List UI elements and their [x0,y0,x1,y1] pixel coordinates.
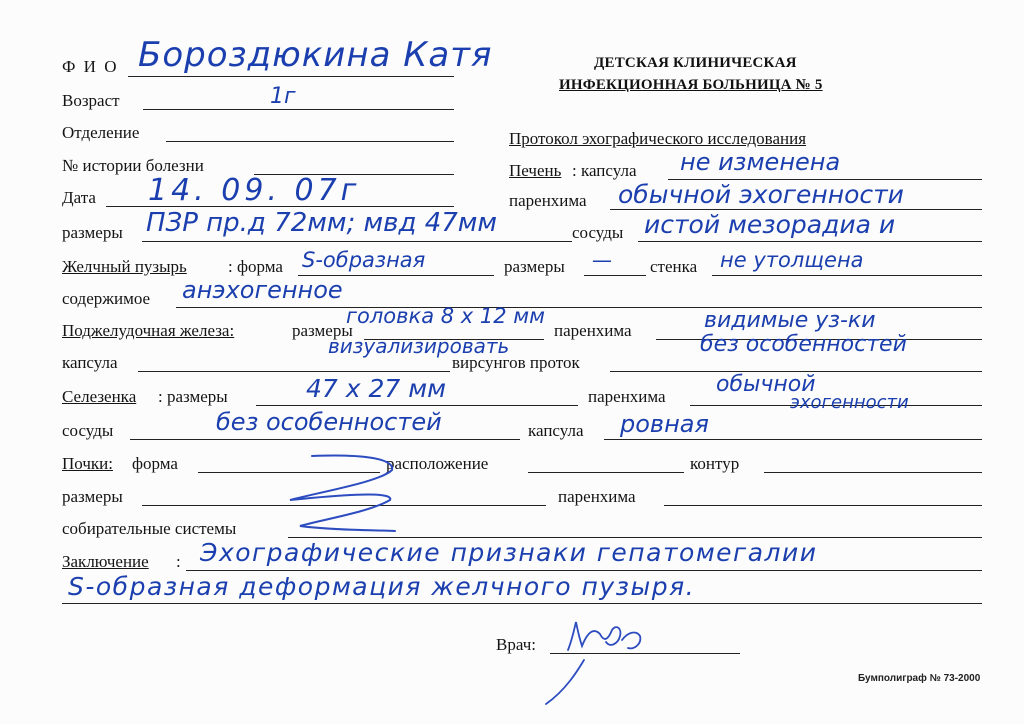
doctor-label: Врач: [496,635,536,654]
spleen-vessels-label: сосуды [62,421,114,440]
spleen-parenchyma-label: паренхима [588,387,666,406]
conclusion-text-2: S-образная деформация желчного пузыря. [68,572,696,601]
gall-wall-label: стенка [650,257,698,276]
pancreas-parenchyma-label: паренхима [554,321,632,340]
fio-value: Бороздюкина Катя [138,35,493,75]
spleen-vessels-value: без особенностей [216,408,442,436]
protocol-title: Протокол эхографического исследования [509,129,807,148]
location-label: расположение [386,454,489,473]
conclusion-colon: : [176,552,181,571]
pancreas-sizes-value: головка 8 х 12 мм [346,304,545,328]
liver-vessels-label: сосуды [572,223,624,242]
conclusion-text-1: Эхографические признаки гепатомегалии [200,538,818,567]
hospital-name-line1: ДЕТСКАЯ КЛИНИЧЕСКАЯ [594,55,797,71]
liver-label: Печень [509,161,562,180]
wirsung-label: вирсунгов проток [452,353,580,372]
gall-form-value: S-образная [302,248,426,272]
department-label: Отделение [62,123,140,142]
conclusion-label: Заключение [62,552,149,571]
kidney-form-label: форма [132,454,178,473]
liver-vessels-value: истой мезорадиа и [644,210,896,239]
liver-sizes-value: ПЗР пр.д 72мм; мвд 47мм [146,208,497,238]
pancreas-parenchyma-value: видимые уз-ки [704,308,876,333]
pancreas-label: Поджелудочная железа: [62,321,235,340]
spleen-label: Селезенка [62,387,137,406]
liver-parenchyma-value: обычной эхогенности [618,180,904,209]
pancreas-sizes-value-2: визуализировать [328,334,510,358]
spleen-parenchyma-value-2: эхогенности [790,392,909,413]
kidney-parenchyma-label: паренхима [558,487,636,506]
spleen-parenchyma-value: обычной [716,372,816,397]
pancreas-sizes-label: размеры [292,321,353,340]
hospital-name-line2: ИНФЕКЦИОННАЯ БОЛЬНИЦА № 5 [559,77,823,93]
kidney-crossout-stroke [290,456,395,531]
collecting-systems-label: собирательные системы [62,519,237,538]
gall-contents-value: анэхогенное [182,276,343,304]
liver-capsule-label: : капсула [572,161,637,180]
gall-wall-value: не утолщена [720,248,864,272]
spleen-sizes-label: : размеры [158,387,228,406]
liver-parenchyma-label: паренхима [509,191,587,210]
spleen-capsule-label: капсула [528,421,584,440]
gallbladder-label: Желчный пузырь [62,257,187,276]
kidney-sizes-label: размеры [62,487,123,506]
liver-sizes-label: размеры [62,223,123,242]
gall-form-label: : форма [228,257,283,276]
gall-sizes-label: размеры [504,257,565,276]
gall-sizes-value: — [592,248,612,272]
gall-contents-label: содержимое [62,289,151,308]
printer-mark: Бумполиграф № 73-2000 [858,673,981,684]
liver-capsule-value: не изменена [680,148,841,176]
fio-label: Ф И О [62,57,119,76]
history-no-label: № истории болезни [62,156,204,175]
spleen-capsule-value: ровная [620,410,709,438]
contour-label: контур [690,454,740,473]
date-label: Дата [62,188,96,207]
spleen-sizes-value: 47 х 27 мм [306,374,446,403]
doctor-signature [546,622,640,704]
pancreas-capsule-label: капсула [62,353,118,372]
pancreas-parenchyma-value-2: без особенностей [700,332,907,357]
age-value: 1г [270,84,296,109]
date-value: 14. 09. 07г [148,173,361,208]
age-label: Возраст [62,91,120,110]
kidneys-label: Почки: [62,454,113,473]
